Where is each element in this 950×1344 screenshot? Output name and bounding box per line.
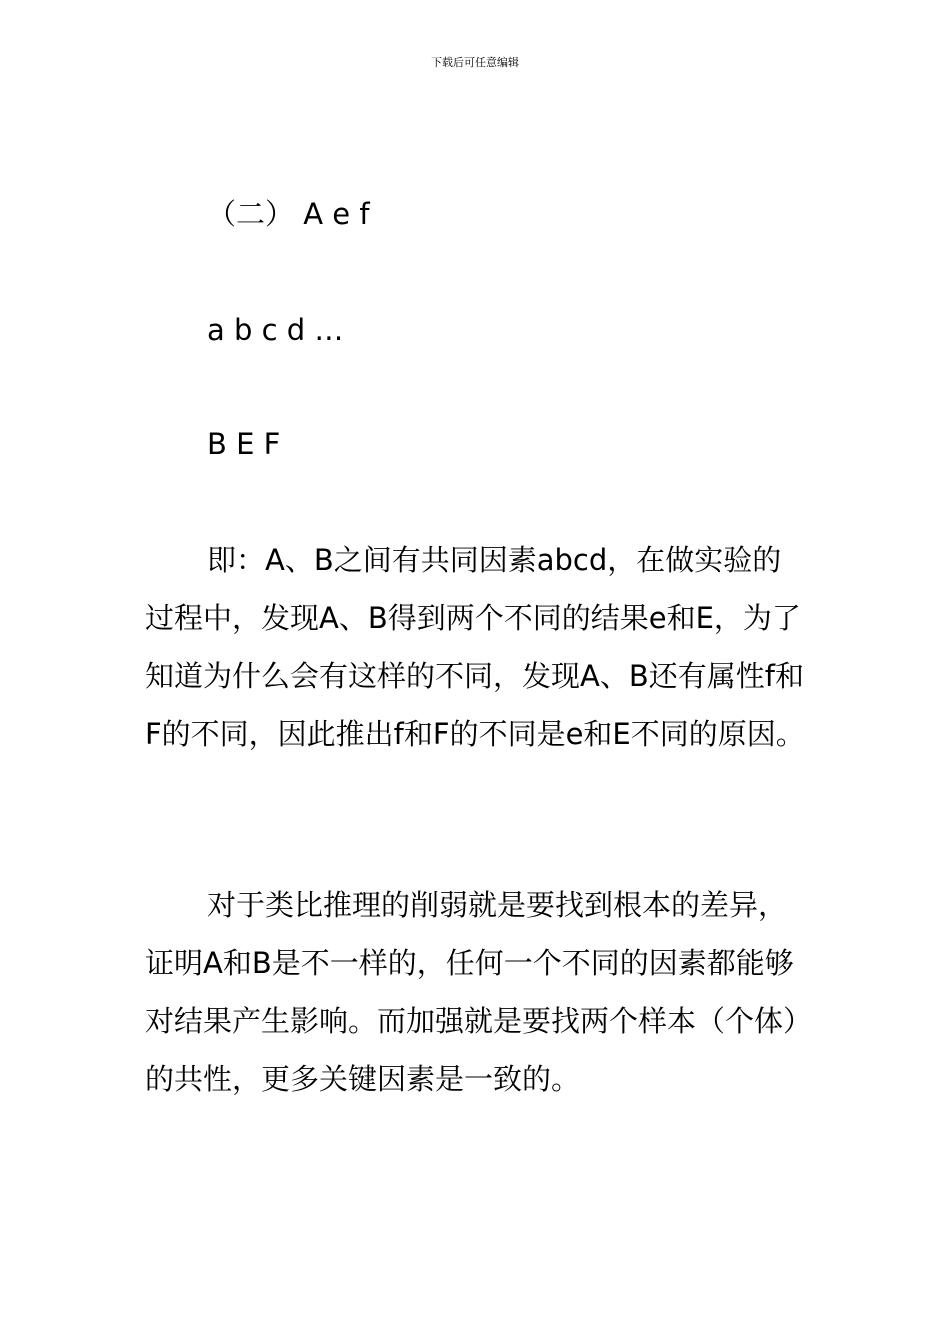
formula-line-1: （二） A e f xyxy=(207,197,370,231)
formula-line-2: a b c d … xyxy=(207,313,344,347)
formula-line-3: B E F xyxy=(207,427,281,461)
paragraph-explanation: 即：A、B之间有共同因素abcd，在做实验的过程中，发现A、B得到两个不同的结果e和E，为了知道为什么会有这样的不同，发现A、B还有属性f和F的不同，因此推出f和F的不同是e和E不同的原因。 xyxy=(145,543,805,751)
paragraph-analogy-reasoning: 对于类比推理的削弱就是要找到根本的差异，证明A和B是不一样的，任何一个不同的因素都能够对结果产生影响。而加强就是要找两个样本（个体）的共性，更多关键因素是一致的。 xyxy=(145,888,798,1096)
page-header: 下载后可任意编辑 xyxy=(431,56,519,69)
